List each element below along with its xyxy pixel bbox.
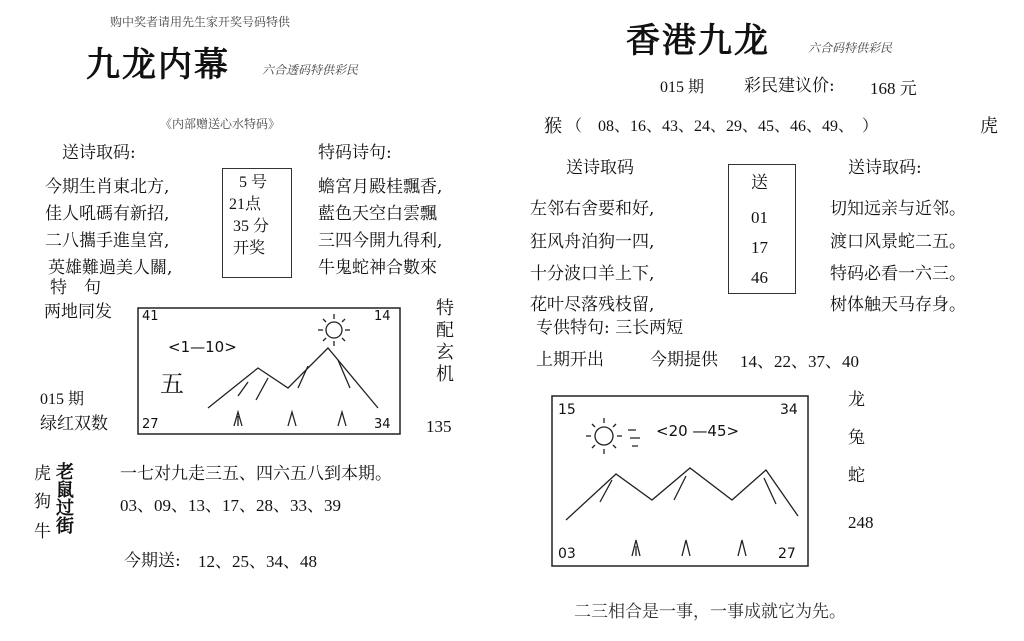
- right-poem-b-heading: 送诗取码:: [848, 158, 922, 178]
- draw-time-line: 21点: [229, 196, 262, 213]
- draw-time-line: 开奖: [233, 240, 266, 257]
- zodiac-rabbit: 兔: [848, 428, 865, 448]
- right-poem-b-line: 切知远亲与近邻。: [830, 199, 966, 219]
- right-sketch-box: [552, 396, 808, 566]
- left-period: 015 期: [40, 391, 85, 408]
- today-gift-numbers: 12、25、34、48: [198, 552, 317, 571]
- monkey-numbers: （ 08、16、43、24、29、45、46、49、 ）: [566, 118, 879, 135]
- right-poem-b-line: 特码必看一六三。: [830, 264, 966, 284]
- left-sketch-corner-tl: 41: [142, 309, 159, 324]
- left-sketch-corner-br: 34: [374, 417, 391, 432]
- left-poem-b-line: 三四今開九得利,: [318, 231, 443, 251]
- mouse-label: 老鼠过街: [53, 462, 74, 534]
- grass-icon: [632, 540, 746, 556]
- left-inner-slogan: 《内部赠送心水特码》: [160, 117, 281, 131]
- mouse-rule: 一七对九走三五、四六五八到本期。: [120, 464, 392, 484]
- right-poem-a-line: 十分波口羊上下,: [530, 264, 655, 284]
- today-gift-label: 今期送:: [124, 551, 181, 571]
- left-poem-b-line: 藍色天空白雲飄: [318, 204, 437, 224]
- zodiac-tiger: 虎: [34, 464, 51, 484]
- right-sketch-corner-tl: 15: [558, 402, 576, 418]
- mouse-numbers: 03、09、13、17、28、33、39: [120, 496, 341, 515]
- sun-icon: [318, 314, 350, 346]
- gift-box-number: 17: [751, 238, 768, 257]
- left-special-match-number: 135: [426, 417, 452, 436]
- right-poem-a-line: 左邻右舍要和好,: [530, 199, 655, 219]
- left-poem-a-line: 佳人吼碼有新招,: [45, 204, 170, 224]
- left-special-match-label: 特配玄机: [433, 298, 454, 386]
- left-special-sentence: 两地同发: [44, 302, 112, 322]
- mountain-icon: [208, 348, 378, 408]
- right-sketch-corner-br: 27: [778, 546, 796, 562]
- right-poem-a-line: 花叶尽落残枝留,: [530, 295, 655, 315]
- right-sketch-range: <20 —45>: [656, 422, 740, 440]
- gift-box-number: 01: [751, 208, 768, 227]
- left-sketch-corner-bl: 27: [142, 417, 159, 432]
- gift-box: [728, 164, 796, 294]
- left-green-red-label: 绿红双数: [40, 414, 108, 434]
- left-poem-a-line: 今期生肖東北方,: [45, 177, 170, 197]
- left-sketch-mark: 五: [160, 370, 184, 398]
- zodiac-dog: 狗: [34, 492, 51, 512]
- right-title: 香港九龙: [626, 21, 770, 61]
- draw-time-line: 35 分: [233, 218, 270, 235]
- left-poem-a-heading: 送诗取码:: [62, 143, 136, 163]
- draw-time-box: [222, 168, 292, 278]
- right-sketch-corner-tr: 34: [780, 402, 798, 418]
- mountain-icon: [566, 468, 798, 520]
- grass-icon: [234, 412, 346, 426]
- right-poem-b-line: 渡口风景蛇二五。: [830, 232, 966, 252]
- gift-box-label: 送: [751, 173, 768, 193]
- right-poem-b-line: 树体触天马存身。: [830, 295, 966, 315]
- left-poem-b-line: 蟾宮月殿桂飄香,: [318, 177, 443, 197]
- sun-icon: [586, 418, 640, 454]
- left-sketch-box: [138, 308, 400, 434]
- left-poem-a-line: 二八攜手進皇宮,: [45, 231, 170, 251]
- right-price-label: 彩民建议价:: [744, 76, 835, 96]
- draw-time-line: 5 号: [239, 174, 268, 191]
- today-provide-label: 今期提供: [650, 350, 718, 370]
- left-poem-a-line: 英雄難過美人關,: [48, 258, 173, 278]
- left-sketch-corner-tr: 14: [374, 309, 391, 324]
- right-special-sentence: 专供特句: 三长两短: [536, 318, 684, 338]
- tiger-label: 虎: [980, 116, 998, 137]
- left-title-tagline: 六合透码特供彩民: [262, 63, 359, 77]
- left-header-note: 购中奖者请用先生家开奖号码特供: [110, 15, 291, 29]
- right-poem-a-line: 狂风舟泊狗一四,: [530, 232, 655, 252]
- left-sketch-range: <1—10>: [168, 338, 237, 356]
- left-special-sentence-label: 特 句: [50, 278, 101, 298]
- left-poem-b-heading: 特码诗句:: [318, 143, 392, 163]
- left-poem-b-line: 牛鬼蛇神合數來: [318, 258, 437, 278]
- zodiac-ox: 牛: [34, 522, 51, 542]
- footer-motto: 二三相合是一事，一事成就它为先。: [574, 602, 846, 622]
- monkey-label: 猴: [544, 116, 562, 137]
- right-price-value: 168 元: [870, 79, 917, 98]
- right-title-tagline: 六合码特供彩民: [808, 41, 893, 55]
- last-draw-label: 上期开出: [536, 350, 604, 370]
- right-poem-a-heading: 送诗取码: [566, 158, 634, 178]
- today-provide-numbers: 14、22、37、40: [740, 352, 859, 371]
- left-title: 九龙内幕: [86, 45, 230, 85]
- zodiac-number: 248: [848, 513, 874, 532]
- zodiac-snake: 蛇: [848, 466, 865, 486]
- gift-box-number: 46: [751, 268, 768, 287]
- zodiac-dragon: 龙: [848, 390, 865, 410]
- right-sketch-corner-bl: 03: [558, 546, 576, 562]
- right-period: 015 期: [660, 79, 705, 96]
